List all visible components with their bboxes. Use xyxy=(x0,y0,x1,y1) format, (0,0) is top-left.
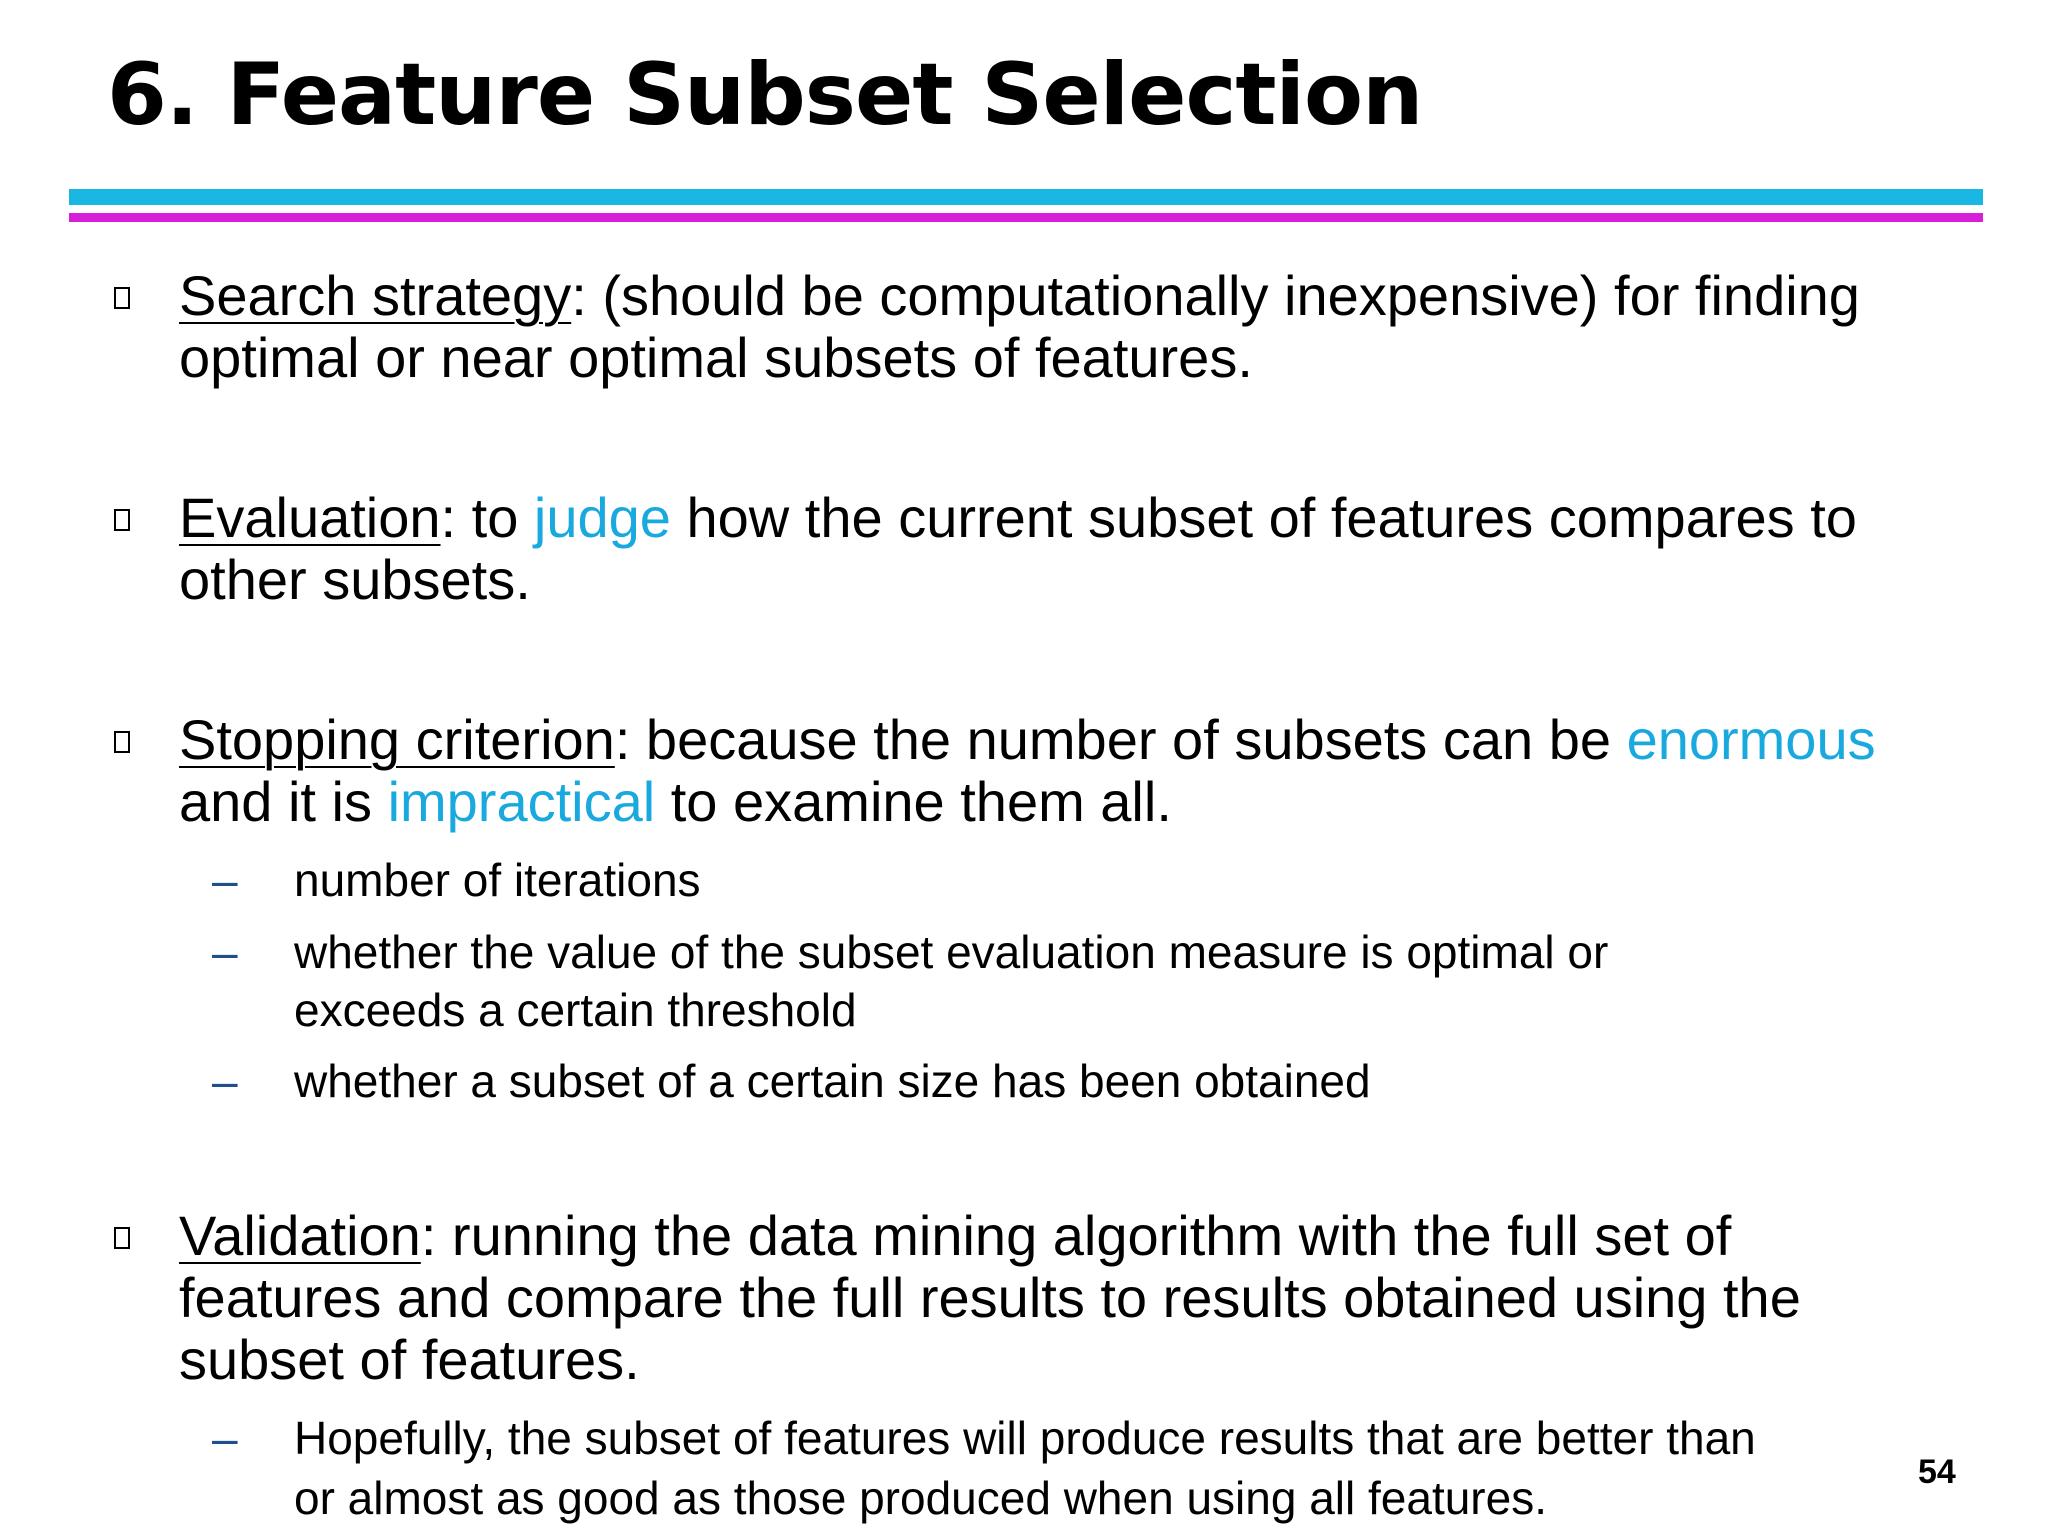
bullet-line: optimal or near optimal subsets of features. xyxy=(179,326,1253,389)
sub-item-text: number of iterations xyxy=(294,854,701,906)
bullet-line xyxy=(179,265,2039,327)
bullet-line: features and compare the full results to results obtained using the xyxy=(179,1266,1801,1329)
bullet-line-text: : running the data mining algorithm with the full set of xyxy=(420,1204,1732,1267)
bullet-line-text: : because the number of subsets can be xyxy=(614,708,1627,771)
bullet-line-text: to examine them all. xyxy=(655,770,1172,833)
bullet-line: other subsets. xyxy=(179,548,531,611)
square-bullet-icon xyxy=(114,509,130,531)
highlight-word: enormous xyxy=(1626,708,1876,771)
bullet-text xyxy=(179,709,2039,833)
bullet-text xyxy=(179,1205,2039,1391)
title-rule-cyan xyxy=(69,189,1983,205)
bullet-line xyxy=(179,771,2039,833)
bullet-text xyxy=(179,265,2039,389)
sub-item-text: Hopefully, the subset of features will produce results that are better than xyxy=(294,1412,1756,1464)
square-bullet-icon xyxy=(114,731,130,753)
bullet-term: Stopping criterion xyxy=(179,708,615,771)
bullet-line-text: how the current subset of features compares to xyxy=(670,486,1857,549)
dash-bullet: – xyxy=(212,854,238,906)
bullet-term: Validation xyxy=(179,1204,421,1267)
highlight-word: judge xyxy=(533,486,671,549)
sub-item-text: exceeds a certain threshold xyxy=(294,984,857,1036)
slide-title: 6. Feature Subset Selection xyxy=(107,45,1423,145)
sub-item-text: whether the value of the subset evaluation measure is optimal or xyxy=(294,926,1609,978)
bullet-line xyxy=(179,1205,2039,1267)
dash-bullet: – xyxy=(212,1412,238,1464)
bullet-line-text: and it is xyxy=(179,770,388,833)
page-number: 54 xyxy=(1918,1453,1956,1491)
bullet-line xyxy=(179,709,2039,771)
bullet-term: Search strategy xyxy=(179,264,572,327)
bullet-line-text: : (should be computationally inexpensive) for finding xyxy=(571,264,1860,327)
bullet-line: subset of features. xyxy=(179,1328,640,1391)
square-bullet-icon xyxy=(114,287,130,309)
bullet-text xyxy=(179,487,2039,611)
bullet-line xyxy=(179,487,2039,549)
highlight-word: impractical xyxy=(387,770,656,833)
sub-item-text: or almost as good as those produced when using all features. xyxy=(294,1472,1547,1524)
sub-item-text: whether a subset of a certain size has been obtained xyxy=(294,1055,1371,1107)
title-rule-magenta xyxy=(69,213,1983,222)
square-bullet-icon xyxy=(114,1227,130,1249)
bullet-term: Evaluation xyxy=(179,486,441,549)
bullet-line-text: : to xyxy=(440,486,534,549)
dash-bullet: – xyxy=(212,926,238,978)
dash-bullet: – xyxy=(212,1055,238,1107)
